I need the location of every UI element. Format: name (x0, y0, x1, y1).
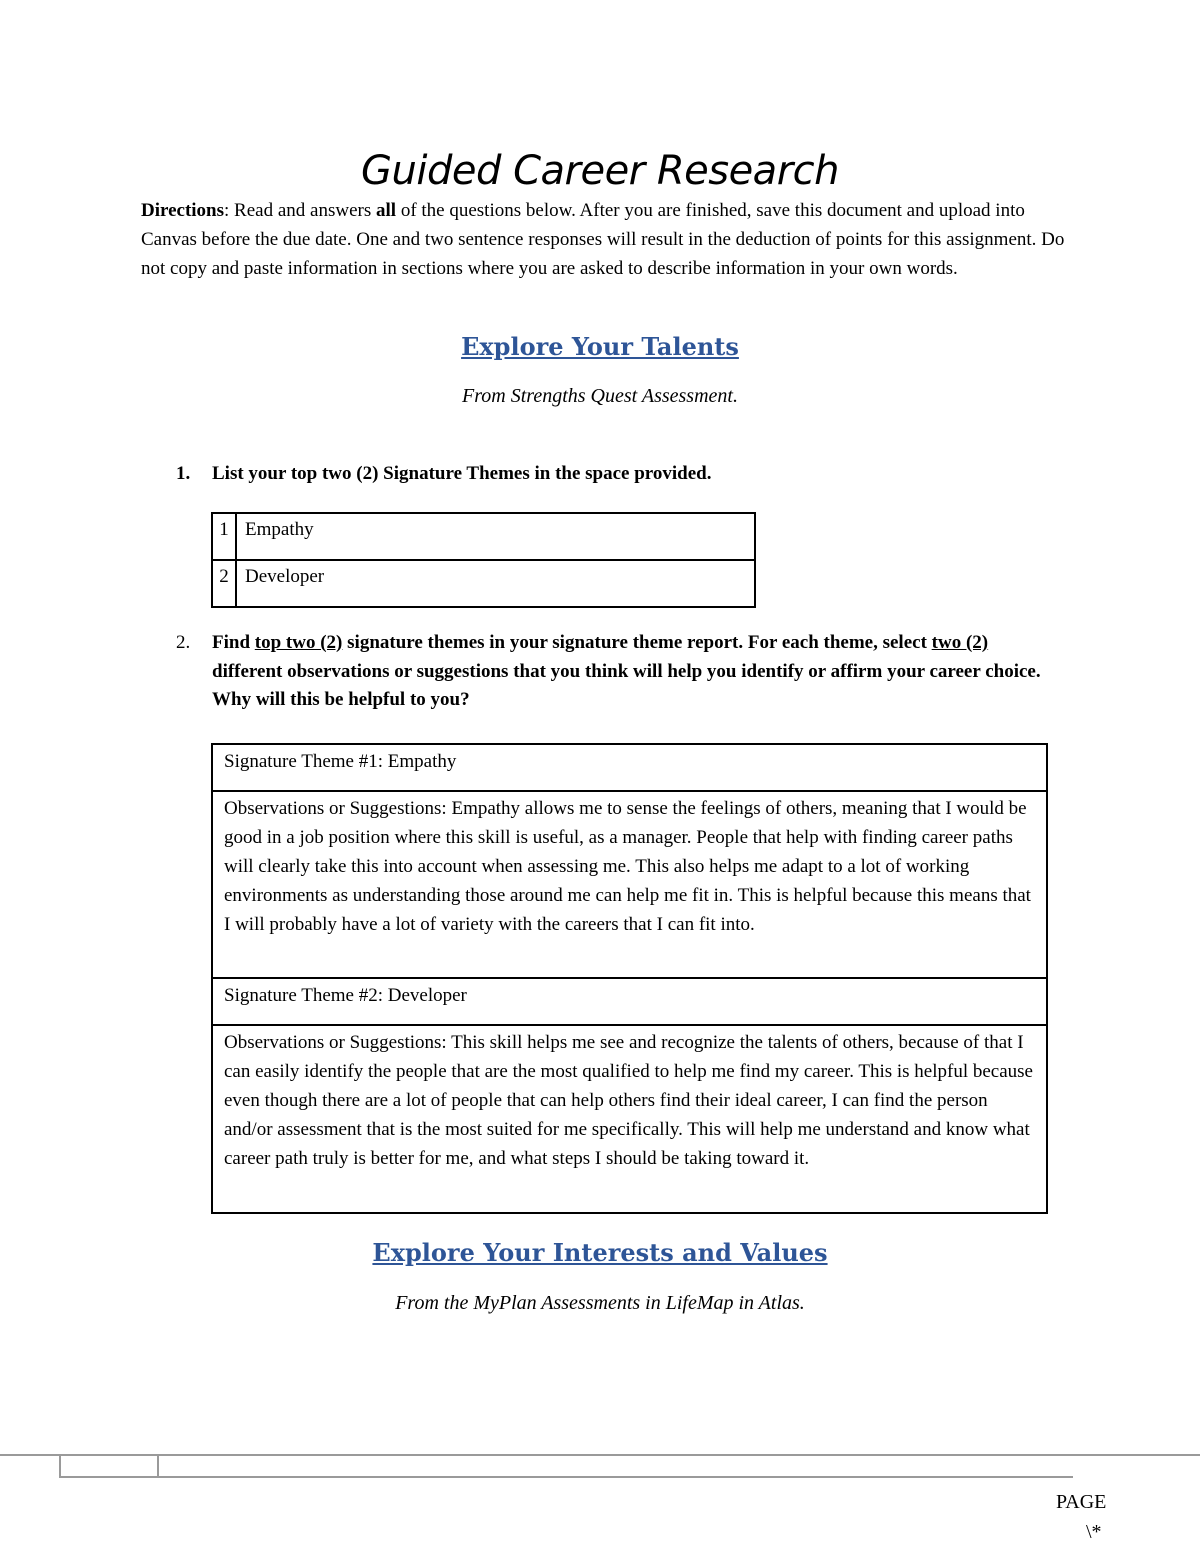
observations-table (211, 743, 1048, 1214)
section-subtitle-talents: From Strengths Quest Assessment. (462, 385, 738, 407)
directions-label: Directions (141, 200, 225, 221)
theme-1-header[interactable]: Signature Theme #1: Empathy (212, 744, 1047, 791)
footer-tab-box (59, 1456, 159, 1478)
section-subtitle-interests: From the MyPlan Assessments in LifeMap in Atlas. (395, 1292, 805, 1314)
footer-rule (155, 1476, 1073, 1478)
theme-row-value[interactable]: Developer (236, 560, 755, 607)
footer-divider (0, 1454, 1200, 1456)
question-2-number: 2. (176, 632, 191, 653)
question-2-text-a: Find (212, 632, 255, 653)
directions-bold-word: all (376, 200, 397, 221)
table-row (212, 791, 1047, 978)
page-field-code: \* (1086, 1521, 1102, 1543)
theme-row-number: 2 (212, 560, 236, 607)
theme-2-header[interactable]: Signature Theme #2: Developer (212, 978, 1047, 1025)
theme-1-observations[interactable]: Observations or Suggestions: Empathy allows me to sense the feelings of others, meaning that I would be good in a job position where this skill is useful, as a manager. People that help with finding career paths will clearly take this into account when assessing me. This also helps me adapt to a lot of working environments as understanding those around me can help me fit in. This is helpful because this means that I will probably have a lot of variety with the careers that I can fit into. (212, 791, 1047, 978)
theme-row-value[interactable]: Empathy (236, 513, 755, 560)
directions-text-1: : Read and answers (224, 200, 376, 221)
table-row (212, 560, 755, 607)
theme-2-observations[interactable]: Observations or Suggestions: This skill helps me see and recognize the talents of others, because of that I can easily identify the people that are the most qualified to help me find my career. This is helpful because even though there are a lot of people that can help others find their ideal career, I can find the person and/or assessment that is the most suited for me specifically. This will help me understand and know what career path truly is better for me, and what steps I should be taking toward it. (212, 1025, 1047, 1213)
section-heading-talents: Explore Your Talents (461, 332, 739, 361)
question-2-text-b: signature themes in your signature theme report. For each theme, select (342, 632, 932, 653)
document-title: Guided Career Research (361, 148, 839, 194)
signature-themes-table (211, 512, 756, 608)
theme-row-number: 1 (212, 513, 236, 560)
question-2-underline-b: two (2) (931, 632, 989, 653)
directions-paragraph (141, 196, 1071, 283)
question-2-text-c: different observations or suggestions that you think will help you identify or affirm your career choice. Why will this be helpful to you? (212, 660, 1041, 710)
table-row (212, 1025, 1047, 1213)
question-1-number: 1. (176, 463, 191, 484)
page-label: PAGE (1056, 1491, 1107, 1513)
section-heading-interests: Explore Your Interests and Values (372, 1238, 828, 1267)
table-row (212, 513, 755, 560)
table-row (212, 978, 1047, 1025)
table-row (212, 744, 1047, 791)
question-1-text: List your top two (2) Signature Themes in the space provided. (212, 463, 712, 484)
directions-text-2: of the questions below. After you are finished, save this document and upload into Canvas before the due date. One and two sentence responses will result in the deduction of points for this assignment. Do not copy and paste information in sections where you are asked to describe information in your own words. (141, 200, 1065, 279)
question-2-text (212, 629, 1062, 715)
question-2-underline-a: top two (2) (254, 632, 343, 653)
